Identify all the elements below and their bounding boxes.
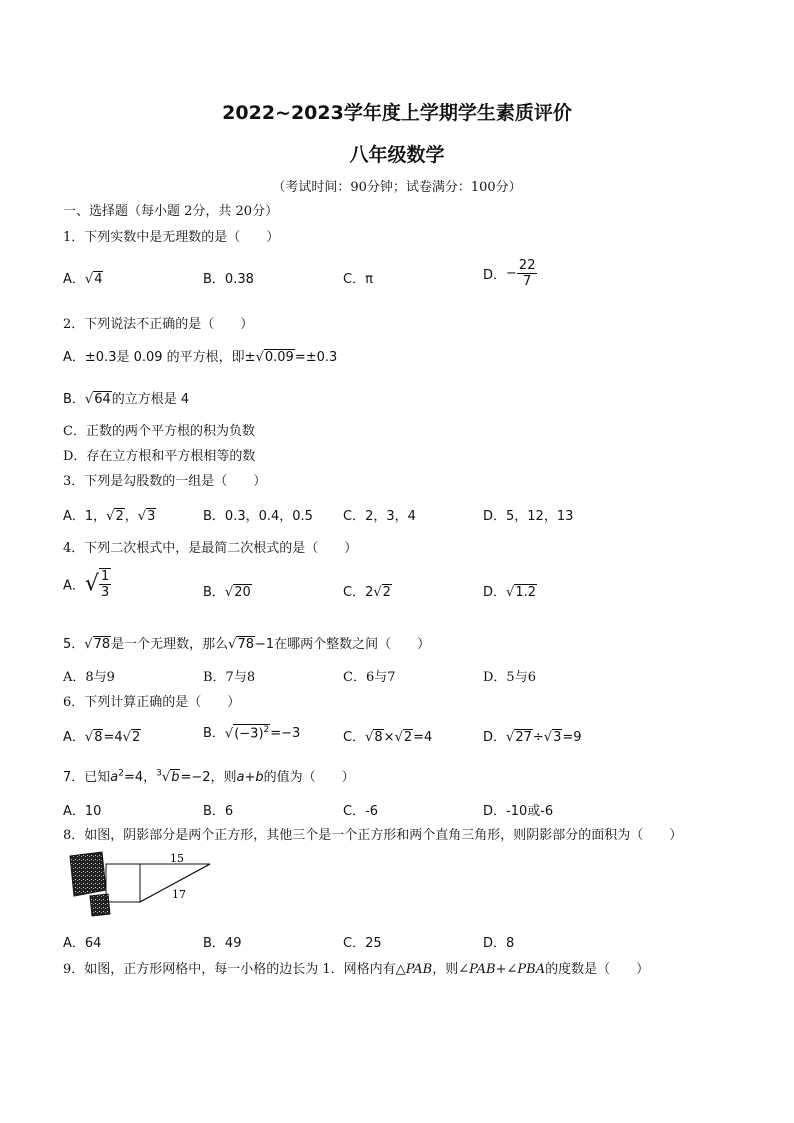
q3-option-b: B．0.3，0.4，0.5 bbox=[203, 509, 313, 524]
q2-option-d: D．存在立方根和平方根相等的数 bbox=[63, 449, 256, 464]
q3-stem: 3．下列是勾股数的一组是（ ） bbox=[63, 474, 267, 489]
q7-option-c: C．-6 bbox=[343, 804, 379, 819]
q6-option-c: C．√8×√2=4 bbox=[343, 730, 433, 745]
q1-stem: 1．下列实数中是无理数的是（ ） bbox=[63, 230, 280, 245]
q4-option-c: C．2√2 bbox=[343, 585, 391, 600]
q5-option-d: D．5与6 bbox=[483, 670, 536, 685]
shaded-square-large bbox=[70, 852, 106, 896]
q6-option-a: A．√8=4√2 bbox=[63, 730, 141, 745]
q8-figure bbox=[62, 850, 212, 922]
q5-stem: 5．√78是一个无理数，那么√78−1在哪两个整数之间（ ） bbox=[63, 637, 431, 652]
q5-option-b: B．7与8 bbox=[203, 670, 256, 685]
q8-option-d: D．8 bbox=[483, 936, 515, 951]
q3-option-c: C．2，3，4 bbox=[343, 509, 416, 524]
q1-option-a: A．√4 bbox=[63, 272, 103, 287]
q7-option-b: B．6 bbox=[203, 804, 234, 819]
q8-option-b: B．49 bbox=[203, 936, 242, 951]
q9-stem: 9．如图，正方形网格中，每一小格的边长为 1．网格内有△PAB，则∠PAB+∠PBA的度数是（ ） bbox=[63, 962, 650, 977]
q5-option-c: C．6与7 bbox=[343, 670, 396, 685]
q1-option-b: B．0.38 bbox=[203, 272, 254, 287]
shaded-square-small bbox=[90, 894, 110, 916]
label-15: 15 bbox=[170, 852, 184, 865]
q8-option-a: A．64 bbox=[63, 936, 102, 951]
q6-stem: 6．下列计算正确的是（ ） bbox=[63, 695, 241, 710]
q4-option-b: B．√20 bbox=[203, 585, 251, 600]
exam-title: 2022~2023学年度上学期学生素质评价 bbox=[222, 102, 572, 124]
q2-option-c: C．正数的两个平方根的积为负数 bbox=[63, 424, 255, 439]
q8-stem: 8．如图，阴影部分是两个正方形，其他三个是一个正方形和两个直角三角形，则阴影部分的面积为（ ） bbox=[63, 828, 683, 843]
q5-option-a: A．8与9 bbox=[63, 670, 115, 685]
q7-stem: 7．已知$a^2=4$，$^3$√b=−2，则a+b的值为（ ） bbox=[63, 768, 355, 785]
q3-option-a: A．1，√2，√3 bbox=[63, 509, 156, 524]
q7-option-a: A．10 bbox=[63, 804, 102, 819]
q6-option-d: D．√27÷√3=9 bbox=[483, 730, 582, 745]
q8-option-c: C．25 bbox=[343, 936, 382, 951]
q6-option-b: B．$√(-3)^2=-3$ bbox=[203, 724, 301, 741]
middle-square bbox=[106, 864, 140, 902]
q2-option-b: B．√64的立方根是 4 bbox=[63, 392, 190, 407]
q2-stem: 2．下列说法不正确的是（ ） bbox=[63, 317, 254, 332]
q1-option-d: D．− $\frac{22}{7}$ bbox=[483, 258, 536, 289]
exam-subtitle: 八年级数学 bbox=[349, 144, 445, 166]
q1-option-c: C．π bbox=[343, 272, 373, 287]
q2-option-a: A．±0.3是 0.09 的平方根，即±√0.09=±0.3 bbox=[63, 350, 338, 365]
q4-option-a: A．√ $\frac{1}{3}$ bbox=[63, 569, 110, 600]
q7-option-d: D．-10或-6 bbox=[483, 804, 554, 819]
section-heading: 一、选择题（每小题 2分，共 20分） bbox=[63, 204, 279, 219]
exam-info: （考试时间：90分钟；试卷满分：100分） bbox=[272, 180, 522, 195]
q3-option-d: D．5，12，13 bbox=[483, 509, 574, 524]
q4-stem: 4．下列二次根式中，是最简二次根式的是（ ） bbox=[63, 541, 358, 556]
q4-option-d: D．√1.2 bbox=[483, 585, 536, 600]
label-17: 17 bbox=[172, 888, 186, 901]
